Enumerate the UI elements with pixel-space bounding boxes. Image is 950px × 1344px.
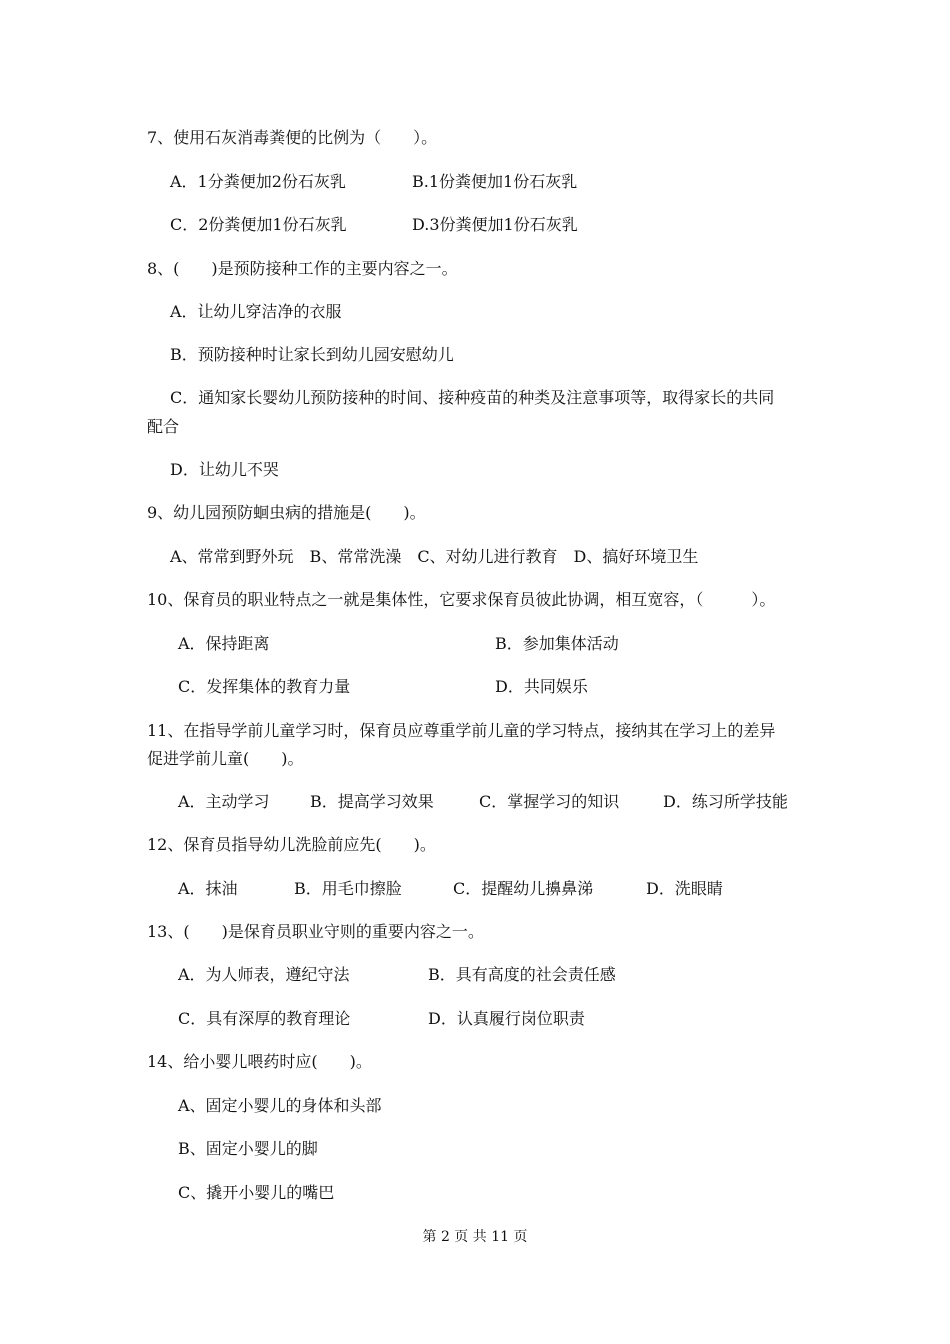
question-13-option-c: C．具有深厚的教育理论 <box>178 1009 351 1028</box>
question-10-option-a: A．保持距离 <box>178 634 270 653</box>
question-7-option-a: A．1分粪便加2份石灰乳 <box>170 172 346 191</box>
question-14-option-c: C、撬开小婴儿的嘴巴 <box>178 1183 335 1202</box>
question-12-option-d: D．洗眼睛 <box>646 879 723 898</box>
question-8-option-c: C．通知家长婴幼儿预防接种的时间、接种疫苗的种类及注意事项等，取得家长的共同 <box>170 388 775 407</box>
question-11-option-c: C．掌握学习的知识 <box>479 792 620 811</box>
question-10-option-c: C．发挥集体的教育力量 <box>178 677 351 696</box>
question-7-option-c: C．2份粪便加1份石灰乳 <box>170 215 347 234</box>
question-11-option-a: A．主动学习 <box>178 792 270 811</box>
question-10-stem: 10、保育员的职业特点之一就是集体性，它要求保育员彼此协调，相互宽容，（ ）。 <box>147 590 776 609</box>
question-12-option-a: A．抹油 <box>178 879 238 898</box>
question-10-option-d: D．共同娱乐 <box>495 677 588 696</box>
question-13-option-a: A．为人师表，遵纪守法 <box>178 965 350 984</box>
question-11-stem-continued: 促进学前儿童( )。 <box>147 749 304 768</box>
question-7-stem: 7、使用石灰消毒粪便的比例为（ ）。 <box>147 128 438 147</box>
page-footer: 第 2 页 共 11 页 <box>422 1229 528 1245</box>
question-12-option-c: C．提醒幼儿擤鼻涕 <box>453 879 594 898</box>
question-10-option-b: B．参加集体活动 <box>495 634 619 653</box>
question-14-option-a: A、固定小婴儿的身体和头部 <box>178 1096 382 1115</box>
question-13-stem: 13、( )是保育员职业守则的重要内容之一。 <box>147 922 484 941</box>
question-11-option-d: D．练习所学技能 <box>663 792 788 811</box>
question-7-option-d: D.3份粪便加1份石灰乳 <box>412 215 578 234</box>
question-9-options: A、常常到野外玩 B、常常洗澡 C、对幼儿进行教育 D、搞好环境卫生 <box>170 547 699 566</box>
question-7-option-b: B.1份粪便加1份石灰乳 <box>412 172 578 191</box>
question-8-option-b: B．预防接种时让家长到幼儿园安慰幼儿 <box>170 345 454 364</box>
question-9-stem: 9、幼儿园预防蛔虫病的措施是( )。 <box>147 503 426 522</box>
question-13-option-d: D．认真履行岗位职责 <box>428 1009 585 1028</box>
question-13-option-b: B．具有高度的社会责任感 <box>428 965 616 984</box>
question-11-option-b: B．提高学习效果 <box>310 792 434 811</box>
question-12-stem: 12、保育员指导幼儿洗脸前应先( )。 <box>147 835 436 854</box>
question-11-stem: 11、在指导学前儿童学习时，保育员应尊重学前儿童的学习特点，接纳其在学习上的差异 <box>147 721 776 740</box>
question-14-stem: 14、给小婴儿喂药时应( )。 <box>147 1052 372 1071</box>
question-8-option-c-continued: 配合 <box>147 417 180 436</box>
question-8-option-a: A．让幼儿穿洁净的衣服 <box>170 302 342 321</box>
question-14-option-b: B、固定小婴儿的脚 <box>178 1139 318 1158</box>
question-12-option-b: B．用毛巾擦脸 <box>294 879 402 898</box>
question-8-option-d: D．让幼儿不哭 <box>170 460 279 479</box>
question-8-stem: 8、( )是预防接种工作的主要内容之一。 <box>147 259 458 278</box>
